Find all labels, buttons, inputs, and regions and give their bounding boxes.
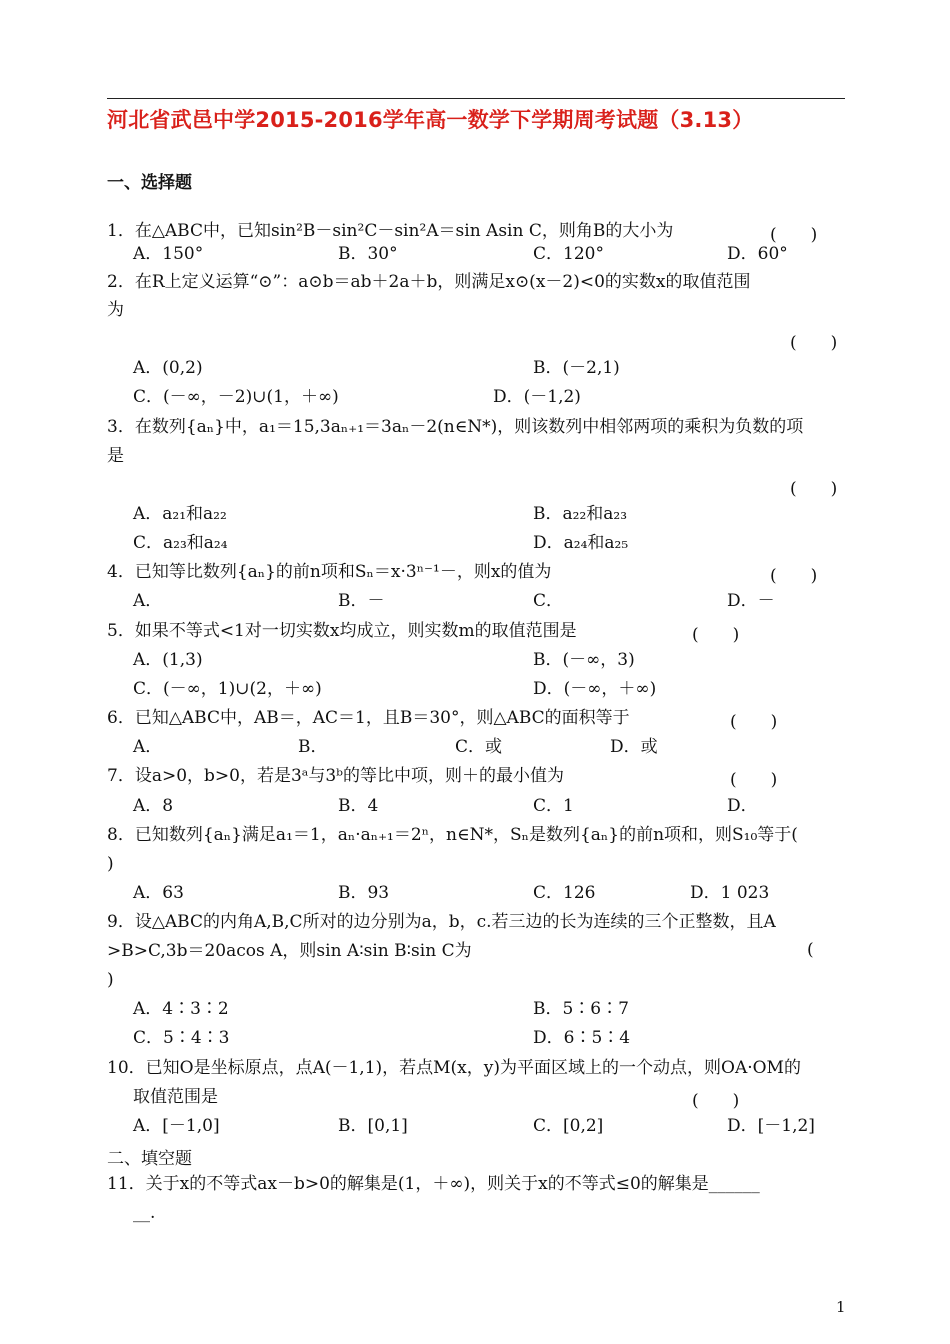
question-2-option-c: C．(－∞，－2)∪(1，＋∞) (133, 387, 339, 407)
question-6-option-b: B． (298, 737, 328, 757)
question-10-option-c: C．[0,2] (533, 1116, 604, 1136)
question-1-option-b: B．30° (338, 244, 398, 264)
question-3-text-cont: 是 (107, 446, 124, 466)
page-number: 1 (836, 1298, 846, 1316)
question-7-option-d: D． (727, 796, 758, 816)
question-8-option-c: C．126 (533, 883, 596, 903)
question-3-option-a: A．a₂₁和a₂₂ (133, 504, 227, 524)
question-9-text: 9．设△ABC的内角A,B,C所对的边分别为a，b，c.若三边的长为连续的三个正整数，且A (107, 912, 776, 932)
question-9-text-cont: >B>C,3b＝20acos A，则sin A∶sin B∶sin C为 (107, 941, 472, 961)
question-3-bracket: ( ) (790, 479, 838, 499)
question-8-option-a: A．63 (133, 883, 184, 903)
question-9-option-c: C．5∶4∶3 (133, 1028, 230, 1048)
question-5-option-d: D．(－∞，＋∞) (533, 679, 657, 699)
question-1-option-a: A．150° (133, 244, 204, 264)
question-11-text: 11．关于x的不等式ax－b>0的解集是(1，＋∞)，则关于x的不等式≤0的解集是______ (107, 1174, 760, 1194)
question-7-option-c: C．1 (533, 796, 574, 816)
question-9-option-b: B．5∶6∶7 (533, 999, 629, 1019)
question-2-option-a: A．(0,2) (133, 358, 203, 378)
question-8-text-cont: ) (107, 854, 114, 874)
question-10-option-a: A．[－1,0] (133, 1116, 220, 1136)
question-4-bracket: ( ) (770, 566, 818, 586)
question-7-text: 7．设a>0，b>0，若是3ᵃ与3ᵇ的等比中项，则＋的最小值为 (107, 766, 564, 786)
question-6-option-c: C．或 (455, 737, 503, 757)
question-1-option-c: C．120° (533, 244, 604, 264)
question-6-text: 6．已知△ABC中，AB＝，AC＝1，且B＝30°，则△ABC的面积等于 (107, 708, 630, 728)
question-2-bracket: ( ) (790, 333, 838, 353)
question-4-option-c: C． (533, 591, 564, 611)
question-9-option-d: D．6∶5∶4 (533, 1028, 631, 1048)
question-1-bracket: ( ) (770, 225, 818, 245)
question-5-bracket: ( ) (692, 625, 740, 645)
question-4-text: 4．已知等比数列{aₙ}的前n项和Sₙ＝x·3ⁿ⁻¹－，则x的值为 (107, 562, 552, 582)
question-8-option-b: B．93 (338, 883, 390, 903)
question-9-option-a: A．4∶3∶2 (133, 999, 229, 1019)
question-4-option-b: B．－ (338, 591, 385, 611)
question-1-option-d: D．60° (727, 244, 788, 264)
question-10-option-b: B．[0,1] (338, 1116, 408, 1136)
question-3-option-d: D．a₂₄和a₂₅ (533, 533, 629, 553)
question-5-option-b: B．(－∞，3) (533, 650, 635, 670)
question-10-text: 10．已知O是坐标原点，点A(－1,1)，若点M(x，y)为平面区域上的一个动点，则OA·OM的 (107, 1058, 801, 1078)
section-heading-fill: 二、填空题 (107, 1149, 192, 1169)
question-3-option-b: B．a₂₂和a₂₃ (533, 504, 628, 524)
question-4-option-d: D．－ (727, 591, 775, 611)
question-6-option-d: D．或 (610, 737, 658, 757)
question-9-bracket: ( (807, 940, 814, 960)
question-8-text: 8．已知数列{aₙ}满足a₁＝1，aₙ·aₙ₊₁＝2ⁿ，n∈N*，Sₙ是数列{aₙ}的前n项和，则S₁₀等于( (107, 825, 798, 845)
question-7-option-b: B．4 (338, 796, 379, 816)
question-8-option-d: D．1 023 (690, 883, 770, 903)
question-6-bracket: ( ) (730, 712, 778, 732)
question-11-text-cont: __. (133, 1203, 156, 1223)
question-2-option-b: B．(－2,1) (533, 358, 620, 378)
question-7-option-a: A．8 (133, 796, 174, 816)
question-3-option-c: C．a₂₃和a₂₄ (133, 533, 228, 553)
question-6-option-a: A． (133, 737, 163, 757)
question-10-bracket: ( ) (692, 1091, 740, 1111)
section-heading-choice: 一、选择题 (107, 173, 192, 193)
page-title: 河北省武邑中学2015-2016学年高一数学下学期周考试题（3.13） (107, 108, 754, 132)
question-2-text-cont: 为 (107, 300, 124, 320)
question-2-text: 2．在R上定义运算“⊙”：a⊙b＝ab＋2a＋b，则满足x⊙(x－2)<0的实数x的取值范围 (107, 272, 751, 292)
question-3-text: 3．在数列{aₙ}中，a₁＝15,3aₙ₊₁＝3aₙ－2(n∈N*)，则该数列中相邻两项的乘积为负数的项 (107, 417, 804, 437)
question-10-option-d: D．[－1,2] (727, 1116, 815, 1136)
question-5-text: 5．如果不等式<1对一切实数x均成立，则实数m的取值范围是 (107, 621, 577, 641)
question-9-bracket-close: ) (107, 970, 114, 990)
question-2-option-d: D．(－1,2) (493, 387, 581, 407)
question-1-text: 1．在△ABC中，已知sin²B－sin²C－sin²A＝sin Asin C，则角B的大小为 (107, 221, 674, 241)
question-10-text-cont: 取值范围是 (133, 1087, 218, 1107)
question-7-bracket: ( ) (730, 770, 778, 790)
question-5-option-c: C．(－∞，1)∪(2，＋∞) (133, 679, 322, 699)
question-5-option-a: A．(1,3) (133, 650, 203, 670)
question-4-option-a: A． (133, 591, 163, 611)
header-rule (107, 98, 845, 99)
